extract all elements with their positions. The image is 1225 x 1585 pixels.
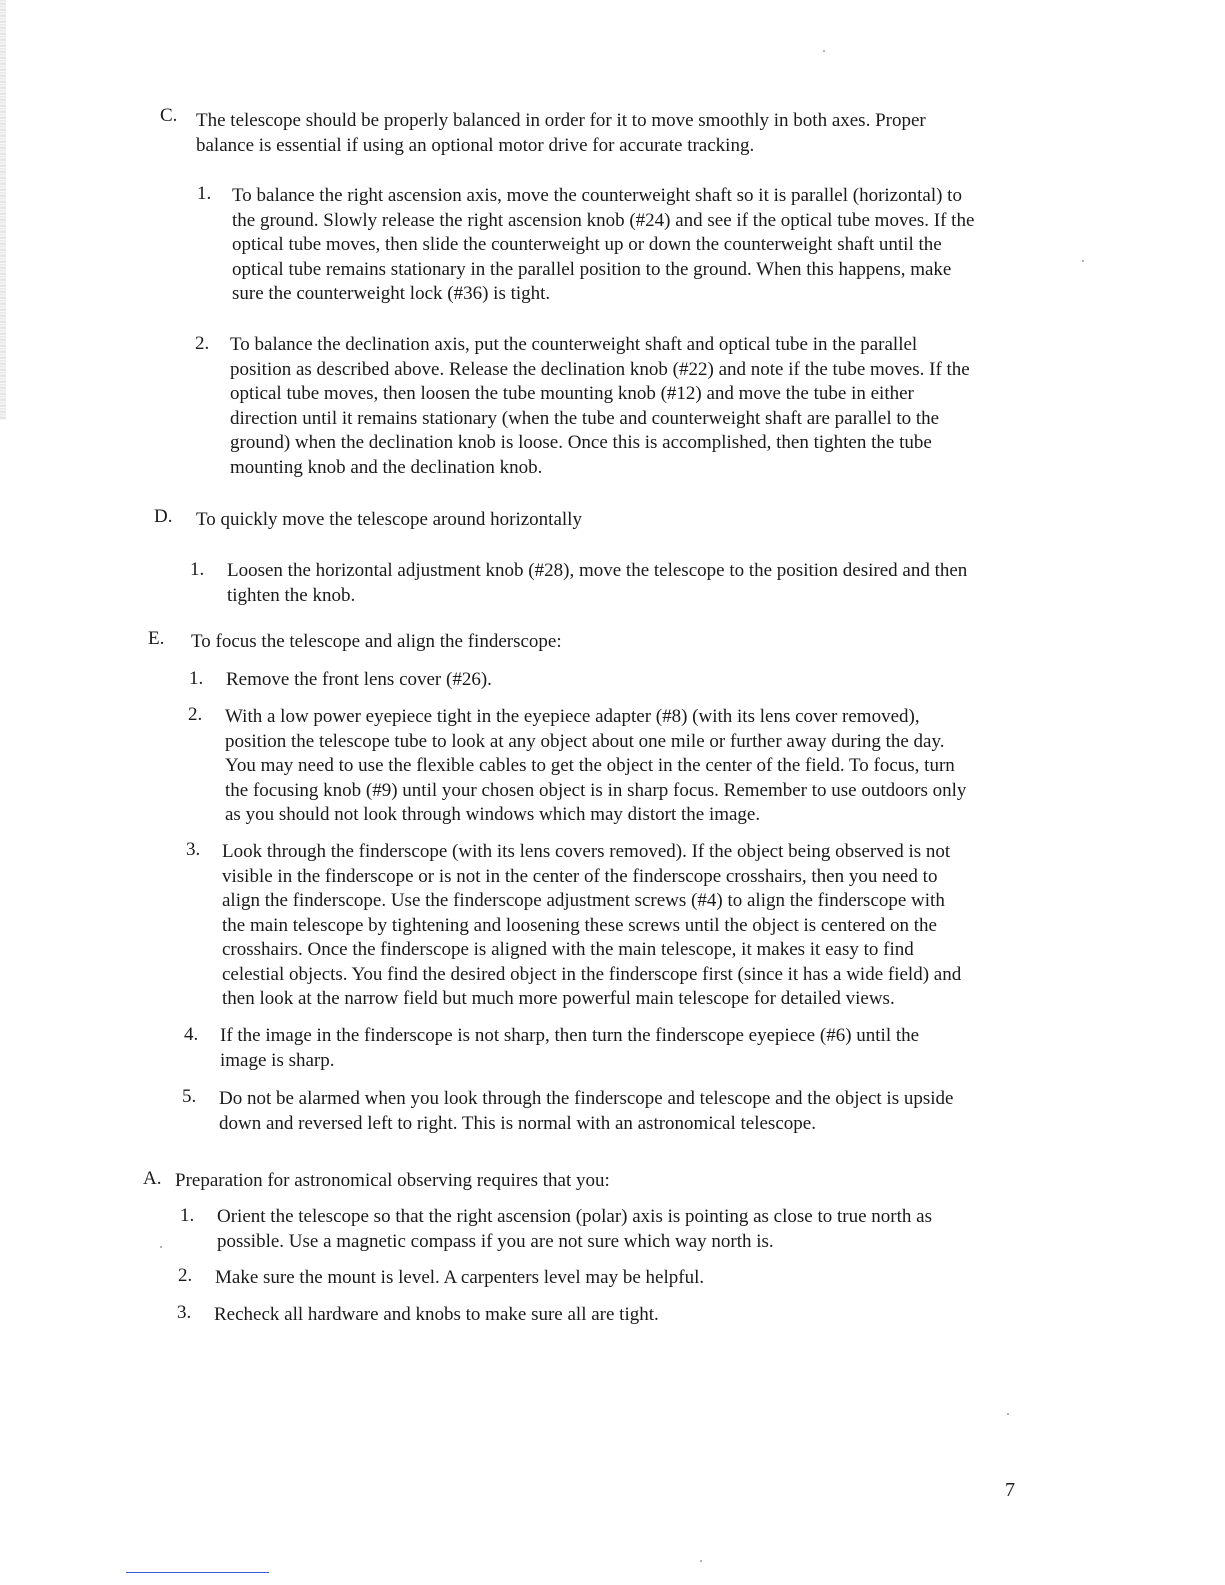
item-line: crosshairs. Once the finderscope is aligned with the main telescope, it makes it easy to find (222, 939, 914, 960)
section-a-item-1 (217, 1205, 932, 1254)
item-line: Make sure the mount is level. A carpenters level may be helpful. (215, 1267, 705, 1288)
section-d-item-1-number: 1. (190, 559, 205, 580)
scan-speck (700, 1560, 702, 1562)
item-line: tighten the knob. (227, 584, 356, 606)
section-c-item-1 (232, 184, 974, 307)
section-c-intro (196, 109, 926, 158)
section-a-item-3-number: 3. (177, 1302, 192, 1323)
section-e-item-3 (222, 840, 961, 1012)
item-line: Recheck all hardware and knobs to make sure all are tight. (214, 1304, 659, 1325)
item-line: celestial objects. You find the desired object in the finderscope first (since it has a wide field) and (222, 963, 962, 985)
section-e-letter: E. (148, 628, 165, 649)
item-line: sure the counterweight lock (#36) is tight. (232, 283, 551, 304)
section-e-line: To focus the telescope and align the finderscope: (191, 631, 562, 652)
item-line: the main telescope by tightening and loosening these screws until the object is centered on the (222, 914, 937, 936)
item-line: image is sharp. (220, 1049, 335, 1071)
section-e-item-3-number: 3. (186, 839, 201, 860)
section-e-item-1-number: 1. (189, 668, 204, 689)
scan-speck (1007, 1413, 1009, 1415)
scan-edge-artifact (0, 0, 6, 420)
scan-speck (1082, 260, 1084, 262)
section-c-line: The telescope should be properly balanced in order for it to move smoothly in both axes. Proper (196, 110, 926, 131)
item-line: optical tube remains stationary in the parallel position to the ground. When this happens, make (232, 258, 952, 280)
section-a-item-2 (215, 1266, 704, 1291)
section-c-item-2 (230, 333, 970, 480)
section-c-item-2-number: 2. (195, 333, 210, 354)
item-line: optical tube moves, then loosen the tube mounting knob (#12) and move the tube in either (230, 383, 914, 404)
item-line: ground) when the declination knob is loose. Once this is accomplished, then tighten the tube (230, 432, 932, 453)
item-line: the focusing knob (#9) until your chosen object is in sharp focus. Remember to use outdoors only (225, 779, 967, 801)
item-line: align the finderscope. Use the finderscope adjustment screws (#4) to align the finderscope with (222, 890, 945, 911)
item-line: down and reversed left to right. This is normal with an astronomical telescope. (219, 1112, 816, 1134)
scan-speck (160, 1246, 162, 1248)
item-line: If the image in the finderscope is not sharp, then turn the finderscope eyepiece (#6) until the (220, 1025, 920, 1046)
item-line: Loosen the horizontal adjustment knob (#28), move the telescope to the position desired and then (227, 560, 968, 581)
item-line: possible. Use a magnetic compass if you are not sure which way north is. (217, 1230, 774, 1252)
item-line: as you should not look through windows which may distort the image. (225, 804, 761, 825)
section-c-line: balance is essential if using an optional motor drive for accurate tracking. (196, 134, 755, 156)
section-a-intro (175, 1169, 610, 1194)
section-c-letter: C. (160, 105, 178, 126)
item-line: Orient the telescope so that the right ascension (polar) axis is pointing as close to true north as (217, 1206, 932, 1227)
item-line: Do not be alarmed when you look through the finderscope and telescope and the object is upside (219, 1088, 954, 1109)
section-d-letter: D. (154, 506, 173, 527)
section-a-letter: A. (143, 1168, 162, 1189)
section-a-item-2-number: 2. (178, 1265, 193, 1286)
item-line: To balance the right ascension axis, move the counterweight shaft so it is parallel (horizontal) to (232, 185, 962, 206)
section-e-item-4 (220, 1024, 919, 1073)
item-line: optical tube moves, then slide the counterweight up or down the counterweight shaft until the (232, 234, 942, 255)
section-e-item-4-number: 4. (184, 1024, 199, 1045)
item-line: Look through the finderscope (with its lens covers removed). If the object being observed is not (222, 841, 951, 862)
section-c-item-1-number: 1. (197, 183, 212, 204)
section-e-item-2-number: 2. (188, 704, 203, 725)
section-e-item-2 (225, 705, 966, 828)
section-e-item-5-number: 5. (182, 1086, 197, 1107)
item-line: position as described above. Release the declination knob (#22) and note if the tube moves. If the (230, 358, 970, 380)
section-a-line: Preparation for astronomical observing requires that you: (175, 1170, 610, 1191)
item-line: position the telescope tube to look at any object about one mile or further away during the day. (225, 730, 945, 752)
item-line: To balance the declination axis, put the counterweight shaft and optical tube in the parallel (230, 334, 918, 355)
item-line: You may need to use the flexible cables to get the object in the center of the field. To focus, turn (225, 755, 955, 776)
section-a-item-3 (214, 1303, 659, 1328)
item-line: then look at the narrow field but much more powerful main telescope for detailed views. (222, 988, 895, 1009)
item-line: With a low power eyepiece tight in the eyepiece adapter (#8) (with its lens cover removed), (225, 706, 920, 727)
section-d-line: To quickly move the telescope around horizontally (196, 509, 582, 530)
section-e-item-5 (219, 1087, 953, 1136)
item-line: visible in the finderscope or is not in the center of the finderscope crosshairs, then you need to (222, 865, 938, 887)
item-line: Remove the front lens cover (#26). (226, 669, 492, 690)
scan-speck (823, 50, 825, 52)
item-line: the ground. Slowly release the right ascension knob (#24) and see if the optical tube moves. If the (232, 209, 975, 231)
section-d-intro (196, 508, 582, 533)
item-line: mounting knob and the declination knob. (230, 456, 543, 478)
page-number: 7 (1005, 1479, 1015, 1501)
section-d-item-1 (227, 559, 967, 608)
section-a-item-1-number: 1. (180, 1205, 195, 1226)
scan-underline-artifact (126, 1572, 269, 1573)
section-e-item-1 (226, 668, 492, 693)
item-line: direction until it remains stationary (when the tube and counterweight shaft are parallel to the (230, 407, 940, 429)
section-e-intro (191, 630, 562, 655)
